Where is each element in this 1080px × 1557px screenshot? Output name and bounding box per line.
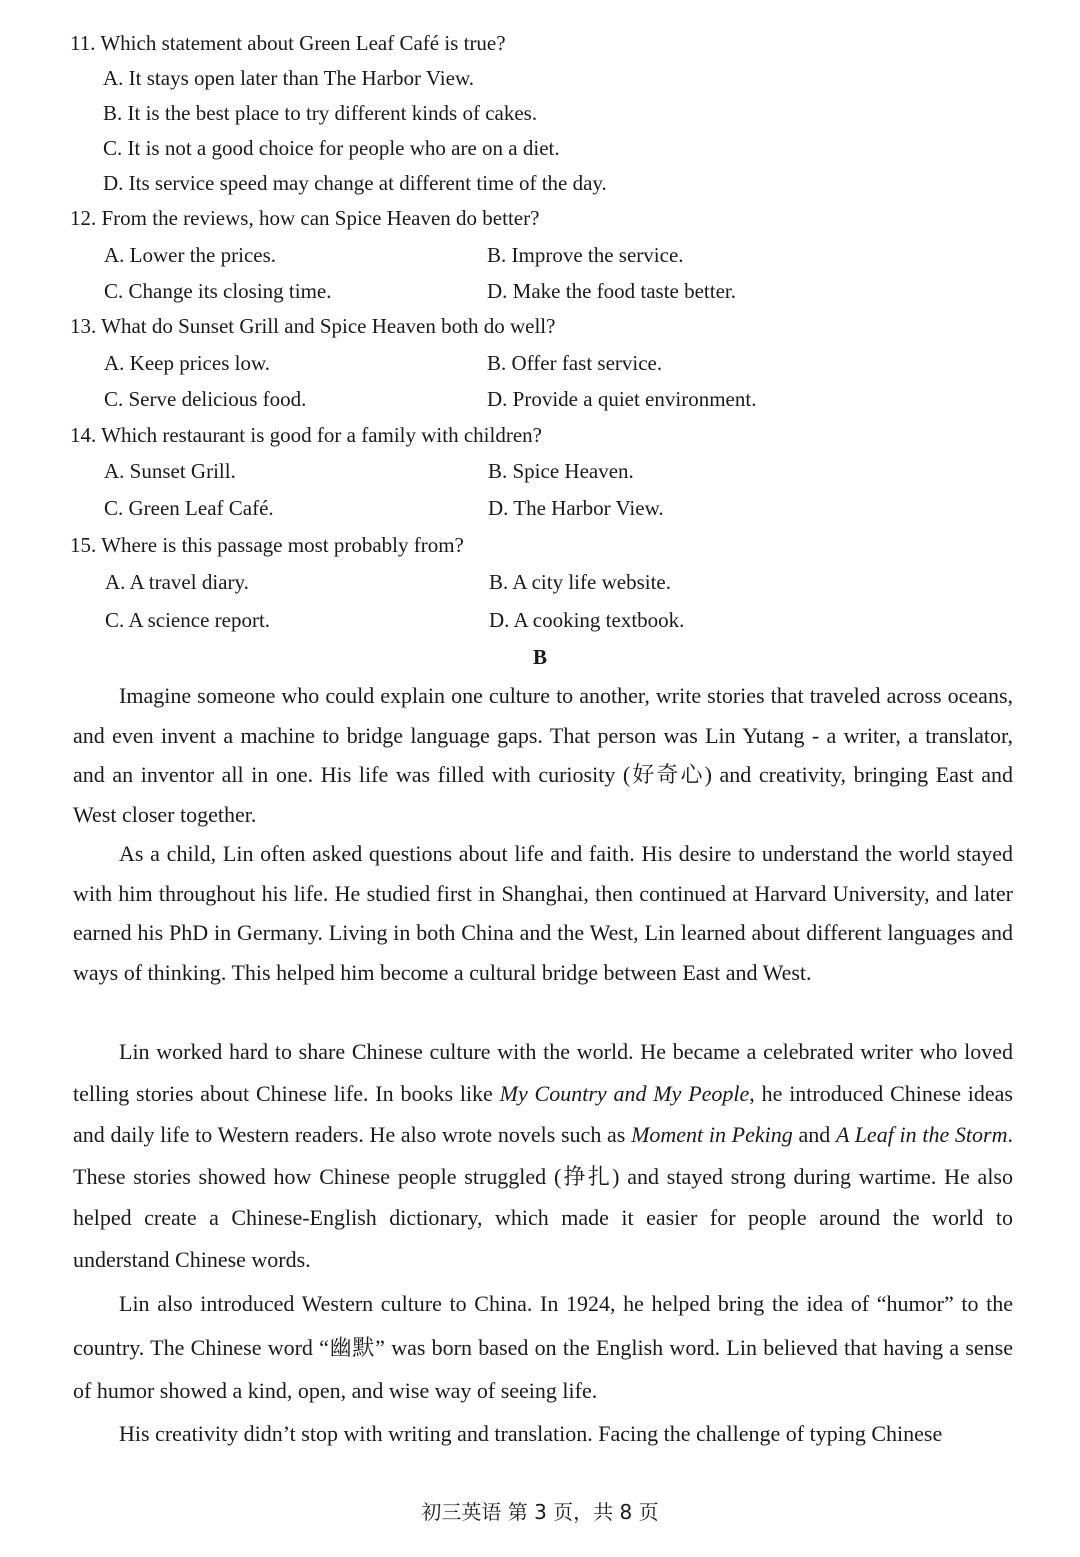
paragraph-3-text-1: Lin worked hard to share Chinese culture with the world. He became a celebrated writer who loved telling stories about Chinese life. In books like bbox=[73, 1039, 1013, 1106]
section-b-heading: B bbox=[532, 645, 547, 669]
passage-paragraph-4 bbox=[73, 1282, 1013, 1413]
question-14-option-a: A. Sunset Grill. bbox=[104, 459, 236, 483]
question-11-option-a: A. It stays open later than The Harbor View. bbox=[103, 66, 474, 90]
question-14-option-d: D. The Harbor View. bbox=[488, 496, 664, 520]
passage-paragraph-2 bbox=[73, 834, 1013, 992]
question-15-option-c: C. A science report. bbox=[105, 608, 271, 632]
paragraph-3-text-2: , he introduced Chinese ideas and daily life to Western readers. He also wrote novels such as bbox=[73, 1080, 1013, 1147]
question-11-option-c: C. It is not a good choice for people who are on a diet. bbox=[103, 136, 560, 160]
book-title-moment-in-peking: Moment in Peking bbox=[631, 1122, 793, 1147]
question-12-option-b: B. Improve the service. bbox=[487, 243, 684, 267]
question-13-option-a: A. Keep prices low. bbox=[104, 351, 271, 375]
passage-paragraph-5 bbox=[73, 1414, 1013, 1454]
question-13-option-c: C. Serve delicious food. bbox=[104, 387, 307, 411]
question-15-option-b: B. A city life website. bbox=[489, 570, 671, 594]
question-11-option-b: B. It is the best place to try different kinds of cakes. bbox=[103, 101, 538, 125]
question-13-option-d: D. Provide a quiet environment. bbox=[487, 387, 757, 411]
question-14-option-b: B. Spice Heaven. bbox=[488, 459, 634, 483]
book-title-leaf-in-the-storm: A Leaf in the Storm bbox=[835, 1122, 1008, 1147]
question-13-option-b: B. Offer fast service. bbox=[487, 351, 663, 375]
question-14-option-c: C. Green Leaf Café. bbox=[104, 496, 274, 520]
paragraph-4-text: Lin also introduced Western culture to China. In 1924, he helped bring the idea of “humor” to the country. The Chinese word “幽默” was born based on the English word. Lin believed that having a sense of humor showed a kind, open, and wise way of seeing life. bbox=[73, 1291, 1013, 1403]
paragraph-2-text: As a child, Lin often asked questions about life and faith. His desire to understand the world stayed with him throughout his life. He studied first in Shanghai, then continued at Harvard University, and later earned his PhD in Germany. Living in both China and the West, Lin learned about different languages and ways of thinking. This helped him become a cultural bridge between East and West. bbox=[73, 841, 1013, 985]
page-footer: 初三英语 第 3 页，共 8 页 bbox=[421, 1500, 659, 1524]
question-15-stem: 15. Where is this passage most probably from? bbox=[70, 533, 464, 557]
question-15-option-d: D. A cooking textbook. bbox=[489, 608, 685, 632]
question-12-stem: 12. From the reviews, how can Spice Heaven do better? bbox=[70, 206, 540, 230]
question-12-option-a: A. Lower the prices. bbox=[104, 243, 277, 267]
question-12-option-c: C. Change its closing time. bbox=[104, 279, 332, 303]
question-15-option-a: A. A travel diary. bbox=[105, 570, 249, 594]
paragraph-3-text-4: . These stories showed how Chinese people struggled (挣扎) and stayed strong during wartime. He also helped create a Chinese-English dictionary, which made it easier for people around the world to understand Chinese words. bbox=[73, 1122, 1013, 1272]
question-12-option-d: D. Make the food taste better. bbox=[487, 279, 737, 303]
paragraph-1-text: Imagine someone who could explain one culture to another, write stories that traveled across oceans, and even invent a machine to bridge language gaps. That person was Lin Yutang - a writer, a translator, and an inventor all in one. His life was filled with curiosity (好奇心) and creativity, bringing East and West closer together. bbox=[73, 683, 1013, 827]
question-14-stem: 14. Which restaurant is good for a family with children? bbox=[70, 423, 542, 447]
passage-paragraph-1 bbox=[73, 676, 1013, 834]
paragraph-3-text-3: and bbox=[792, 1122, 836, 1147]
question-13-stem: 13. What do Sunset Grill and Spice Heaven both do well? bbox=[70, 314, 556, 338]
book-title-my-country: My Country and My People bbox=[499, 1080, 750, 1106]
passage-paragraph-3 bbox=[73, 1031, 1013, 1280]
question-11-option-d: D. Its service speed may change at different time of the day. bbox=[103, 171, 607, 195]
paragraph-5-text: His creativity didn’t stop with writing and translation. Facing the challenge of typing Chinese bbox=[119, 1421, 943, 1446]
question-11-stem: 11. Which statement about Green Leaf Café is true? bbox=[70, 31, 506, 55]
